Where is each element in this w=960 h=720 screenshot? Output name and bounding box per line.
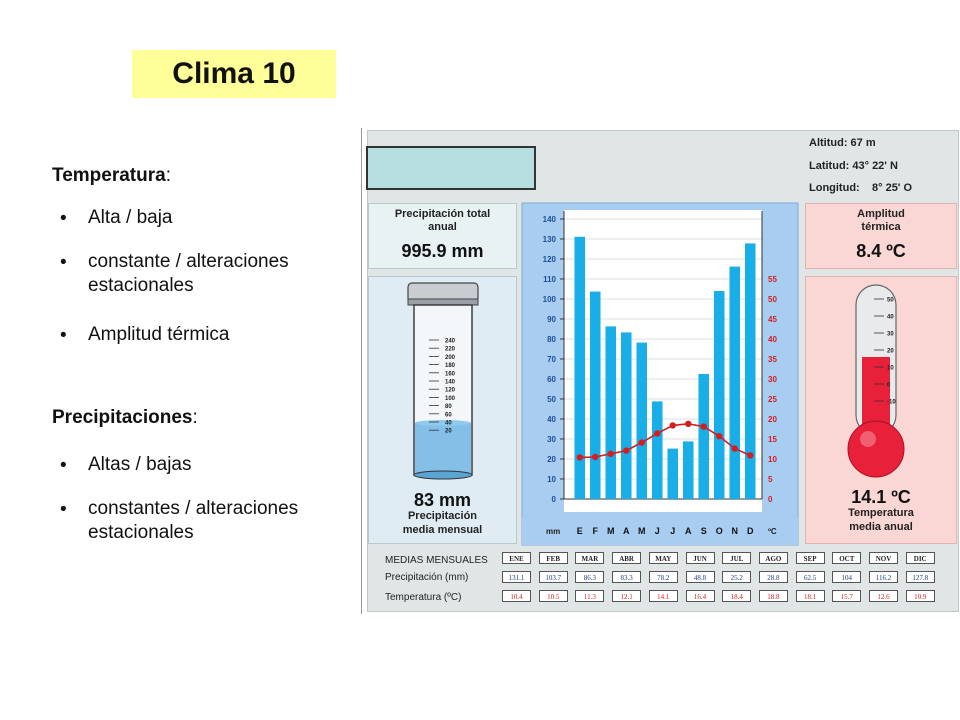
x-axis-unit-right: ºC xyxy=(768,527,777,536)
left-tick-label: 60 xyxy=(547,375,556,384)
bullet-icon: • xyxy=(60,499,67,520)
right-tick-label: 0 xyxy=(768,495,773,504)
right-tick-label: 55 xyxy=(768,275,777,284)
month-label: F xyxy=(592,526,598,536)
table-cell-precip: 48.8 xyxy=(686,571,715,583)
gauge-tick-label: 100 xyxy=(445,395,456,402)
table-cell-temp: 15.7 xyxy=(832,590,861,602)
temp-point xyxy=(623,447,629,453)
bullet-icon: • xyxy=(60,208,67,229)
gauge-tick-label: 80 xyxy=(445,404,452,411)
table-cell-precip: 28.8 xyxy=(759,571,788,583)
left-tick-label: 130 xyxy=(542,235,556,244)
temp-annual-label-2: media anual xyxy=(849,521,913,533)
altitude-text: Altitud: 67 m xyxy=(809,137,876,149)
table-cell-temp: 18.4 xyxy=(722,590,751,602)
gauge-tick-label: 60 xyxy=(445,412,452,419)
thermo-tick-label: 10 xyxy=(887,365,894,372)
left-tick-label: 100 xyxy=(542,295,556,304)
thermo-tick-label: 30 xyxy=(887,331,894,338)
precip-bar xyxy=(667,449,678,499)
left-tick-label: 70 xyxy=(547,355,556,364)
temp-point xyxy=(654,430,660,436)
left-tick-label: 120 xyxy=(542,255,556,264)
left-tick-label: 110 xyxy=(543,275,556,284)
precip-total-label: Precipitación total xyxy=(394,208,491,220)
gauge-tick-label: 180 xyxy=(445,363,456,370)
temp-point xyxy=(701,423,707,429)
month-label: M xyxy=(638,526,646,536)
precip-bar xyxy=(590,292,601,499)
table-cell-precip: 86.3 xyxy=(575,571,604,583)
thermo-tick-label: 50 xyxy=(887,297,894,304)
precip-bar xyxy=(621,332,632,499)
table-cell-months: NOV xyxy=(869,552,898,564)
slide-title: Clima 10 xyxy=(132,50,336,98)
table-cell-temp: 18.8 xyxy=(759,590,788,602)
month-label: J xyxy=(670,526,676,536)
temp-annual-label: Temperatura xyxy=(848,507,914,519)
table-cell-temp: 10.4 xyxy=(502,590,531,602)
precip-total-value: 995.9 mm xyxy=(401,241,484,261)
amplitude-label: Amplitud xyxy=(857,208,905,220)
month-label: S xyxy=(700,526,707,536)
table-cell-temp: 11.3 xyxy=(575,590,604,602)
precip-bar xyxy=(605,326,616,499)
table-cell-months: SEP xyxy=(796,552,825,564)
table-row-temp-label: Temperatura (ºC) xyxy=(385,592,462,603)
precip-bar xyxy=(714,291,725,499)
left-tick-label: 140 xyxy=(542,215,556,224)
temp-point xyxy=(747,452,753,458)
longitude-value: 8° 25' O xyxy=(872,182,913,194)
bullet-icon: • xyxy=(60,252,67,273)
table-cell-precip: 62.5 xyxy=(796,571,825,583)
temp-point xyxy=(639,439,645,445)
month-label: N xyxy=(731,526,738,536)
gauge-tick-label: 140 xyxy=(445,379,456,386)
right-tick-label: 10 xyxy=(768,455,777,464)
table-cell-temp: 10.9 xyxy=(906,590,935,602)
table-cell-months: OCT xyxy=(832,552,861,564)
precip-bar xyxy=(729,267,740,499)
table-cell-months: MAR xyxy=(575,552,604,564)
precipitation-item: constantes / alteraciones estacionales xyxy=(88,498,299,543)
month-label: M xyxy=(607,526,615,536)
table-cell-months: JUL xyxy=(722,552,751,564)
precip-bar xyxy=(683,441,694,499)
temperature-item: Amplitud térmica xyxy=(88,324,230,345)
table-cell-precip: 104 xyxy=(832,571,861,583)
gauge-tick-label: 200 xyxy=(445,354,456,361)
temp-point xyxy=(577,454,583,460)
right-tick-label: 5 xyxy=(768,475,773,484)
thermo-tick-label: 40 xyxy=(887,314,894,321)
temperature-item: Alta / baja xyxy=(88,207,173,228)
gauge-tick-label: 160 xyxy=(445,371,456,378)
precip-bar xyxy=(636,343,647,499)
precipitation-heading: Precipitaciones: xyxy=(52,407,198,428)
right-tick-label: 30 xyxy=(768,375,777,384)
table-cell-months: AGO xyxy=(759,552,788,564)
precip-monthly-value: 83 mm xyxy=(413,490,472,510)
precip-total-label-2: anual xyxy=(428,221,457,233)
left-tick-label: 0 xyxy=(551,495,556,504)
table-cell-precip: 127.8 xyxy=(906,571,935,583)
right-tick-label: 20 xyxy=(768,415,777,424)
thermo-tick-label: 0 xyxy=(887,382,891,389)
precipitation-item: Altas / bajas xyxy=(88,454,192,475)
right-tick-label: 45 xyxy=(768,315,777,324)
month-label: A xyxy=(685,526,692,536)
gauge-tick-label: 120 xyxy=(445,387,456,394)
table-row-precip-label: Precipitación (mm) xyxy=(385,572,469,583)
table-cell-months: FEB xyxy=(539,552,568,564)
temperature-item: constante / alteraciones estacionales xyxy=(88,251,289,296)
precip-bar xyxy=(698,374,709,499)
right-tick-label: 50 xyxy=(768,295,777,304)
month-label: D xyxy=(747,526,754,536)
table-cell-temp: 18.1 xyxy=(796,590,825,602)
gauge-tick-label: 40 xyxy=(445,420,452,427)
table-cell-precip: 103.7 xyxy=(539,571,568,583)
left-tick-label: 20 xyxy=(547,455,556,464)
month-label: A xyxy=(623,526,630,536)
left-tick-label: 10 xyxy=(547,475,556,484)
table-cell-temp: 16.4 xyxy=(686,590,715,602)
left-tick-label: 50 xyxy=(547,395,556,404)
right-tick-label: 35 xyxy=(768,355,777,364)
table-cell-months: MAY xyxy=(649,552,678,564)
temp-point xyxy=(670,422,676,428)
table-cell-temp: 10.5 xyxy=(539,590,568,602)
amplitude-label-2: térmica xyxy=(861,221,901,233)
gauge-tick-label: 220 xyxy=(445,346,456,353)
left-tick-label: 80 xyxy=(547,335,556,344)
temp-point xyxy=(685,421,691,427)
table-cell-months: DIC xyxy=(906,552,935,564)
table-cell-temp: 12.1 xyxy=(612,590,641,602)
month-label: O xyxy=(715,526,723,536)
precip-monthly-label: Precipitación xyxy=(407,510,478,522)
x-axis-unit-left: mm xyxy=(546,527,561,536)
left-tick-label: 40 xyxy=(547,415,556,424)
bullet-icon: • xyxy=(60,325,67,346)
precip-monthly-label-2: media mensual xyxy=(402,524,483,536)
temp-point xyxy=(732,445,738,451)
table-cell-precip: 25.2 xyxy=(722,571,751,583)
bullet-icon: • xyxy=(60,455,67,476)
table-cell-precip: 116.2 xyxy=(869,571,898,583)
latitude-text: Latitud: 43° 22' N xyxy=(809,160,898,172)
month-label: E xyxy=(576,526,583,536)
temp-annual-value: 14.1 ºC xyxy=(851,487,911,507)
table-cell-months: ABR xyxy=(612,552,641,564)
right-tick-label: 15 xyxy=(768,435,777,444)
amplitude-value: 8.4 ºC xyxy=(856,241,906,261)
right-tick-label: 25 xyxy=(768,395,777,404)
temp-point xyxy=(592,454,598,460)
precip-bar xyxy=(745,243,756,499)
longitude-label: Longitud: xyxy=(809,182,860,194)
thermo-tick-label: -10 xyxy=(887,399,896,406)
thermo-tick-label: 20 xyxy=(887,348,894,355)
left-tick-label: 30 xyxy=(547,435,556,444)
table-cell-precip: 83.3 xyxy=(612,571,641,583)
table-cell-precip: 131.1 xyxy=(502,571,531,583)
temp-point xyxy=(716,433,722,439)
month-label: J xyxy=(654,526,660,536)
table-cell-temp: 14.1 xyxy=(649,590,678,602)
table-header: MEDIAS MENSUALES xyxy=(385,555,488,566)
right-tick-label: 40 xyxy=(768,335,777,344)
left-tick-label: 90 xyxy=(547,315,556,324)
table-cell-temp: 12.6 xyxy=(869,590,898,602)
temp-point xyxy=(608,451,614,457)
gauge-tick-label: 240 xyxy=(445,338,456,345)
table-cell-precip: 78.2 xyxy=(649,571,678,583)
precip-bar xyxy=(652,401,663,499)
table-cell-months: ENE xyxy=(502,552,531,564)
gauge-tick-label: 20 xyxy=(445,428,452,435)
table-cell-months: JUN xyxy=(686,552,715,564)
temperature-heading: Temperatura: xyxy=(52,165,171,186)
